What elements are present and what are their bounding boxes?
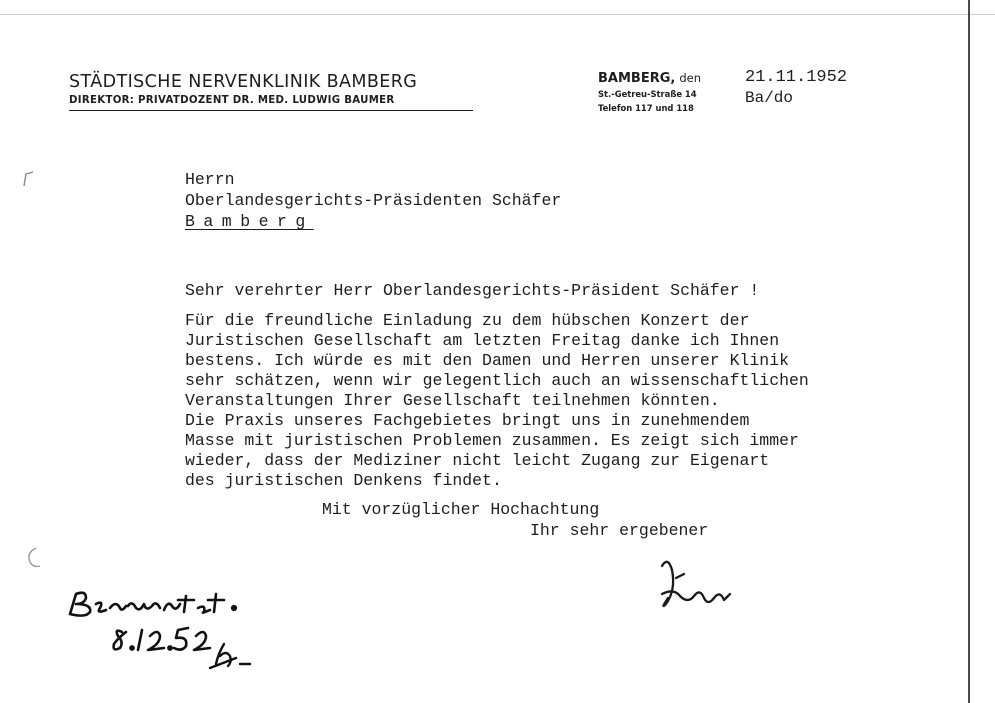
letterhead-street: St.-Getreu-Straße 14 (598, 89, 697, 99)
letter-date: 21.11.1952 (745, 68, 848, 87)
body-line: Veranstaltungen Ihrer Gesellschaft teilnehmen könnten. (185, 391, 720, 410)
recipient-title: Herrn (185, 170, 235, 189)
annotation-beantwortet (70, 593, 236, 616)
letterhead-director: DIREKTOR: PRIVATDOZENT DR. MED. LUDWIG BAUMER (69, 95, 395, 106)
recipient-city: Bamberg (185, 212, 314, 231)
body-line: Juristischen Gesellschaft am letzten Freitag danke ich Ihnen (185, 331, 780, 350)
scan-top-shadow (0, 14, 995, 15)
margin-mark (29, 548, 40, 567)
scan-right-edge (968, 0, 970, 703)
margin-mark (24, 172, 33, 186)
signature (662, 562, 730, 606)
letterhead-den: den (679, 71, 701, 85)
letterhead-place (598, 71, 701, 86)
letterhead-rule (69, 110, 473, 111)
body-line: des juristischen Denkens findet. (185, 471, 502, 490)
recipient-city-line (185, 212, 314, 231)
body-line: wieder, dass der Mediziner nicht leicht Zugang zur Eigenart (185, 451, 770, 470)
body-line: Die Praxis unseres Fachgebietes bringt uns in zunehmendem (185, 411, 750, 430)
closing-regards: Mit vorzüglicher Hochachtung (322, 500, 600, 519)
letterhead-city: BAMBERG, (598, 71, 676, 86)
recipient-name: Oberlandesgerichts-Präsidenten Schäfer (185, 191, 562, 210)
body-line: Für die freundliche Einladung zu dem hübschen Konzert der (185, 311, 750, 330)
body-line: Masse mit juristischen Problemen zusammen. Es zeigt sich immer (185, 431, 799, 450)
salutation: Sehr verehrter Herr Oberlandesgerichts-Präsident Schäfer ! (185, 281, 760, 300)
letter-reference: Ba/do (745, 89, 794, 107)
closing-yours: Ihr sehr ergebener (530, 521, 709, 540)
letterhead-phone: Telefon 117 und 118 (598, 103, 694, 113)
letterhead-institution: STÄDTISCHE NERVENKLINIK BAMBERG (69, 72, 418, 92)
body-line: sehr schätzen, wenn wir gelegentlich auch an wissenschaftlichen (185, 371, 809, 390)
body-line: bestens. Ich würde es mit den Damen und Herren unserer Klinik (185, 351, 789, 370)
annotation-initials (210, 644, 250, 668)
annotation-date (114, 628, 210, 650)
